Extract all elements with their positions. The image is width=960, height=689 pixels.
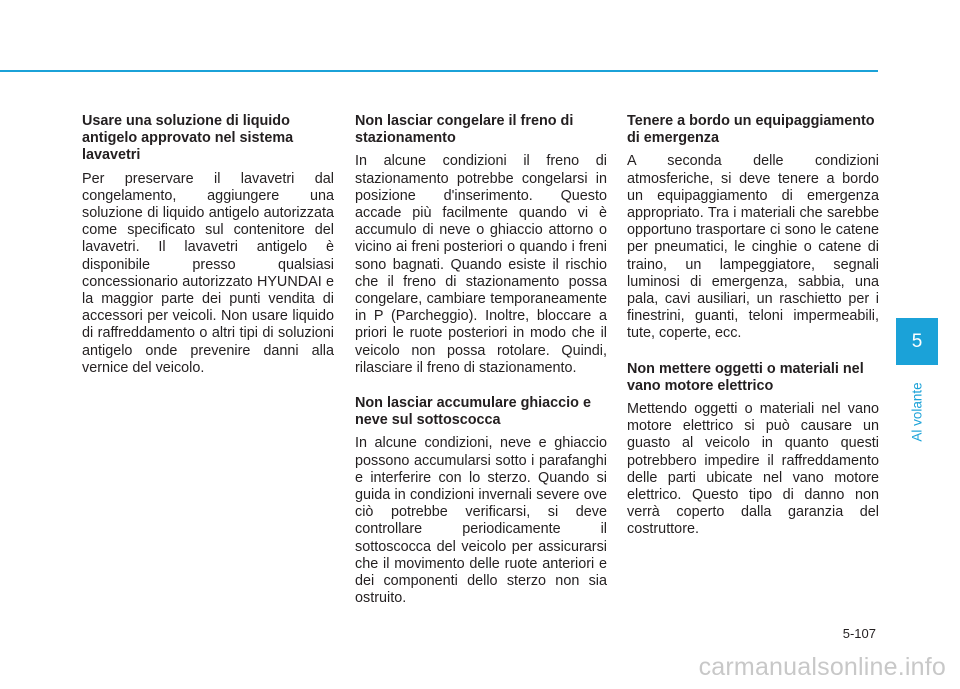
header-rule (0, 70, 878, 72)
section-emergency-equipment (627, 113, 879, 343)
watermark: carmanualsonline.info (698, 653, 946, 681)
section-heading: Non lasciar accumulare ghiaccio e neve sul sottoscocca (355, 395, 591, 429)
section-body: A seconda delle condizioni atmosferiche, si deve tenere a bordo un equipaggiamento di emergenza appropriato. Tra i materiali che sarebbe opportuno trasportare ci sono le catene per pneumatici, le cinghie o catene di traino, un lampeggiatore, segnali luminosi di emergenza, sabbia, una pala, cavi ausiliari, un raschietto per i finestrini, guanti, teloni impermeabili, tute, coperte, ecc. (627, 153, 879, 342)
column-2 (355, 113, 607, 625)
section-heading: Usare una soluzione di liquido antigelo approvato nel sistema lavavetri (82, 113, 294, 164)
section-washer-antifreeze (82, 113, 334, 377)
section-body: Per preservare il lavavetri dal congelamento, aggiungere una soluzione di liquido antigelo autorizzata come specificato sul contenitore del lavavetri. Il lavavetri antigelo è disponibile presso qualsiasi concessionario autorizzato HYUNDAI e la maggior parte dei punti vendita di accessori per veicoli. Non usare liquido di raffreddamento o altri tipi di soluzioni antigelo onde prevenire danni alla vernice del veicolo. (82, 170, 334, 376)
section-heading: Tenere a bordo un equipaggiamento di emergenza (627, 113, 875, 147)
section-heading: Non lasciar congelare il freno di stazionamento (355, 113, 574, 147)
chapter-number-tab: 5 (896, 318, 938, 365)
section-motor-compartment (627, 361, 879, 539)
column-3 (627, 113, 879, 557)
section-body: Mettendo oggetti o materiali nel vano motore elettrico si può causare un guasto al veicolo in quanto questi potrebbero impedire il raffreddamento delle parti ubicate nel vano motore elettrico. Questo tipo di danno non verrà coperto dalla garanzia del costruttore. (627, 401, 879, 538)
section-heading: Non mettere oggetti o materiali nel vano motore elettrico (627, 360, 864, 394)
chapter-title: Al volante (909, 382, 925, 442)
section-body: In alcune condizioni il freno di stazionamento potrebbe congelarsi in posizione d'inserimento. Questo accade più facilmente quando vi è accumulo di neve o ghiaccio attorno o vicino ai freni posteriori o quando i freni sono bagnati. Quando esiste il rischio che il freno di stazionamento possa congelare, cambiare temporaneamente in P (Parcheggio). Inoltre, bloccare a priori le ruote posteriori in modo che il veicolo non possa rotolare. Quindi, rilasciare il freno di stazionamento. (355, 153, 607, 376)
section-parking-brake (355, 113, 607, 377)
section-body: In alcune condizioni, neve e ghiaccio possono accumularsi sotto i parafanghi e interferire con lo sterzo. Quando si guida in condizioni invernali severe ove ciò potrebbe verificarsi, si deve controllare periodicamente il sottoscocca del veicolo per assicurarsi che il movimento delle ruote anteriori e dei componenti dello sterzo non sia ostruito. (355, 435, 607, 607)
column-1 (82, 113, 334, 395)
section-underbody-ice (355, 395, 607, 607)
page-number: 5-107 (842, 626, 876, 641)
